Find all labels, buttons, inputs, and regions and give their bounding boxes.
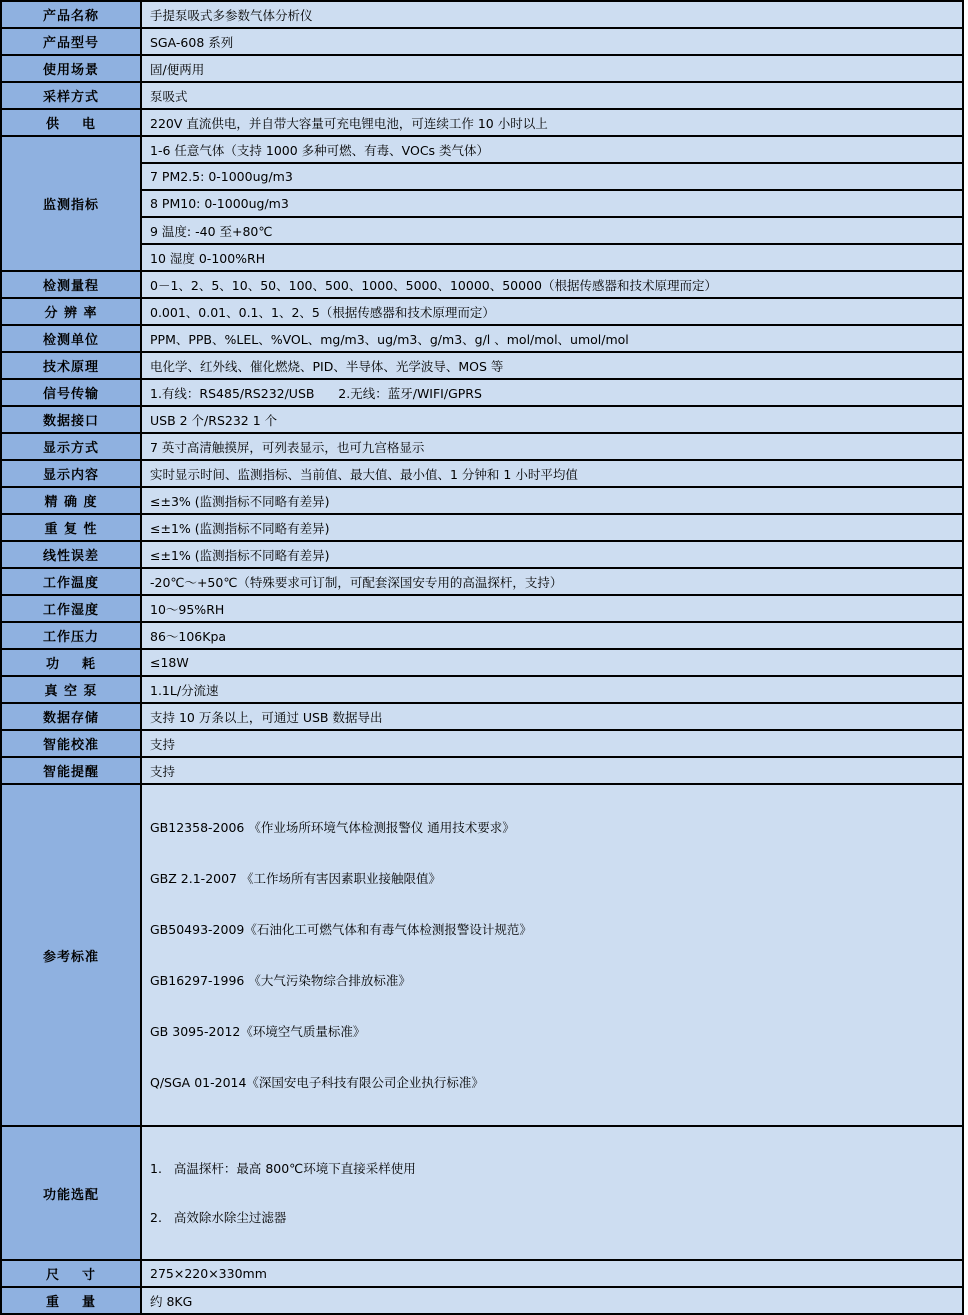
spec-value: PPM、PPB、%LEL、%VOL、mg/m3、ug/m3、g/m3、g/l 、mol/mol、umol/mol bbox=[141, 325, 963, 352]
table-row bbox=[1, 541, 963, 568]
spec-label: 智能提醒 bbox=[1, 757, 141, 784]
table-row bbox=[1, 1, 963, 28]
table-row bbox=[1, 55, 963, 82]
spec-label: 产品型号 bbox=[1, 28, 141, 55]
table-row bbox=[1, 28, 963, 55]
spec-label: 显示方式 bbox=[1, 433, 141, 460]
table-row bbox=[1, 190, 963, 217]
spec-value: 1.有线：RS485/RS232/USB 2.无线：蓝牙/WIFI/GPRS bbox=[141, 379, 963, 406]
spec-label: 监测指标 bbox=[1, 136, 141, 271]
spec-value: 支持 bbox=[141, 730, 963, 757]
spec-label: 参考标准 bbox=[1, 784, 141, 1126]
spec-value: 支持 10 万条以上，可通过 USB 数据导出 bbox=[141, 703, 963, 730]
spec-label: 信号传输 bbox=[1, 379, 141, 406]
spec-label: 分 辨 率 bbox=[1, 298, 141, 325]
spec-value bbox=[141, 784, 963, 1126]
spec-value: ≤±1% (监测指标不同略有差异) bbox=[141, 541, 963, 568]
table-row bbox=[1, 136, 963, 163]
table-row bbox=[1, 514, 963, 541]
standard-line: GB 3095-2012《环境空气质量标准》 bbox=[150, 1024, 366, 1039]
table-row bbox=[1, 163, 963, 190]
spec-value: 275×220×330mm bbox=[141, 1260, 963, 1287]
option-line: 1. 高温探杆：最高 800℃环境下直接采样使用 bbox=[150, 1161, 416, 1176]
table-row bbox=[1, 595, 963, 622]
spec-value: 8 PM10: 0-1000ug/m3 bbox=[141, 190, 963, 217]
spec-value: 0－1、2、5、10、50、100、500、1000、5000、10000、50000（根据传感器和技术原理而定） bbox=[141, 271, 963, 298]
table-row bbox=[1, 649, 963, 676]
spec-value: 电化学、红外线、催化燃烧、PID、半导体、光学波导、MOS 等 bbox=[141, 352, 963, 379]
spec-label: 显示内容 bbox=[1, 460, 141, 487]
table-row bbox=[1, 217, 963, 244]
spec-value: 7 英寸高清触摸屏，可列表显示，也可九宫格显示 bbox=[141, 433, 963, 460]
table-row bbox=[1, 82, 963, 109]
spec-label: 精 确 度 bbox=[1, 487, 141, 514]
spec-value: 86～106Kpa bbox=[141, 622, 963, 649]
table-row bbox=[1, 757, 963, 784]
spec-label: 检测单位 bbox=[1, 325, 141, 352]
spec-label: 工作压力 bbox=[1, 622, 141, 649]
spec-value: 泵吸式 bbox=[141, 82, 963, 109]
spec-value: 约 8KG bbox=[141, 1287, 963, 1314]
spec-value: 7 PM2.5: 0-1000ug/m3 bbox=[141, 163, 963, 190]
standard-line: GB50493-2009《石油化工可燃气体和有毒气体检测报警设计规范》 bbox=[150, 922, 532, 937]
spec-label: 供 电 bbox=[1, 109, 141, 136]
standard-line: GBZ 2.1-2007 《工作场所有害因素职业接触限值》 bbox=[150, 871, 441, 886]
spec-value: ≤18W bbox=[141, 649, 963, 676]
spec-value: 0.001、0.01、0.1、1、2、5（根据传感器和技术原理而定） bbox=[141, 298, 963, 325]
table-row bbox=[1, 568, 963, 595]
spec-label: 数据存储 bbox=[1, 703, 141, 730]
table-row bbox=[1, 109, 963, 136]
standard-line: GB12358-2006 《作业场所环境气体检测报警仪 通用技术要求》 bbox=[150, 820, 515, 835]
table-row bbox=[1, 271, 963, 298]
spec-value: 实时显示时间、监测指标、当前值、最大值、最小值、1 分钟和 1 小时平均值 bbox=[141, 460, 963, 487]
spec-value: ≤±1% (监测指标不同略有差异) bbox=[141, 514, 963, 541]
table-row bbox=[1, 352, 963, 379]
spec-value: 10～95%RH bbox=[141, 595, 963, 622]
spec-label: 智能校准 bbox=[1, 730, 141, 757]
spec-label: 工作温度 bbox=[1, 568, 141, 595]
spec-value: SGA-608 系列 bbox=[141, 28, 963, 55]
spec-label: 工作湿度 bbox=[1, 595, 141, 622]
spec-value: 220V 直流供电，并自带大容量可充电锂电池，可连续工作 10 小时以上 bbox=[141, 109, 963, 136]
spec-value: 固/便两用 bbox=[141, 55, 963, 82]
table-row bbox=[1, 1287, 963, 1314]
spec-label: 技术原理 bbox=[1, 352, 141, 379]
spec-label: 重 复 性 bbox=[1, 514, 141, 541]
table-row bbox=[1, 460, 963, 487]
spec-value: -20℃～+50℃（特殊要求可订制，可配套深国安专用的高温探杆，支持） bbox=[141, 568, 963, 595]
table-row bbox=[1, 406, 963, 433]
table-row bbox=[1, 622, 963, 649]
spec-value: USB 2 个/RS232 1 个 bbox=[141, 406, 963, 433]
spec-value: 1-6 任意气体（支持 1000 多种可燃、有毒、VOCs 类气体） bbox=[141, 136, 963, 163]
spec-value: 9 温度: -40 至+80℃ bbox=[141, 217, 963, 244]
spec-label: 检测量程 bbox=[1, 271, 141, 298]
standard-line: Q/SGA 01-2014《深国安电子科技有限公司企业执行标准》 bbox=[150, 1075, 484, 1090]
table-row bbox=[1, 325, 963, 352]
spec-label: 真 空 泵 bbox=[1, 676, 141, 703]
table-row bbox=[1, 433, 963, 460]
spec-label: 功能选配 bbox=[1, 1126, 141, 1260]
spec-label: 线性误差 bbox=[1, 541, 141, 568]
spec-value: ≤±3% (监测指标不同略有差异) bbox=[141, 487, 963, 514]
spec-label: 使用场景 bbox=[1, 55, 141, 82]
table-row bbox=[1, 487, 963, 514]
table-row bbox=[1, 379, 963, 406]
spec-label: 功 耗 bbox=[1, 649, 141, 676]
table-row bbox=[1, 1126, 963, 1260]
option-line: 2. 高效除水除尘过滤器 bbox=[150, 1210, 287, 1225]
table-row bbox=[1, 703, 963, 730]
spec-value: 1.1L/分流速 bbox=[141, 676, 963, 703]
spec-label: 尺 寸 bbox=[1, 1260, 141, 1287]
spec-label: 产品名称 bbox=[1, 1, 141, 28]
spec-label: 数据接口 bbox=[1, 406, 141, 433]
spec-value bbox=[141, 1126, 963, 1260]
table-row bbox=[1, 784, 963, 1126]
standard-line: GB16297-1996 《大气污染物综合排放标准》 bbox=[150, 973, 411, 988]
spec-value: 10 湿度 0-100%RH bbox=[141, 244, 963, 271]
spec-value: 支持 bbox=[141, 757, 963, 784]
table-row bbox=[1, 1260, 963, 1287]
table-row bbox=[1, 298, 963, 325]
table-row bbox=[1, 730, 963, 757]
table-row bbox=[1, 244, 963, 271]
table-row bbox=[1, 676, 963, 703]
spec-value: 手提泵吸式多参数气体分析仪 bbox=[141, 1, 963, 28]
spec-label: 重 量 bbox=[1, 1287, 141, 1314]
spec-label: 采样方式 bbox=[1, 82, 141, 109]
